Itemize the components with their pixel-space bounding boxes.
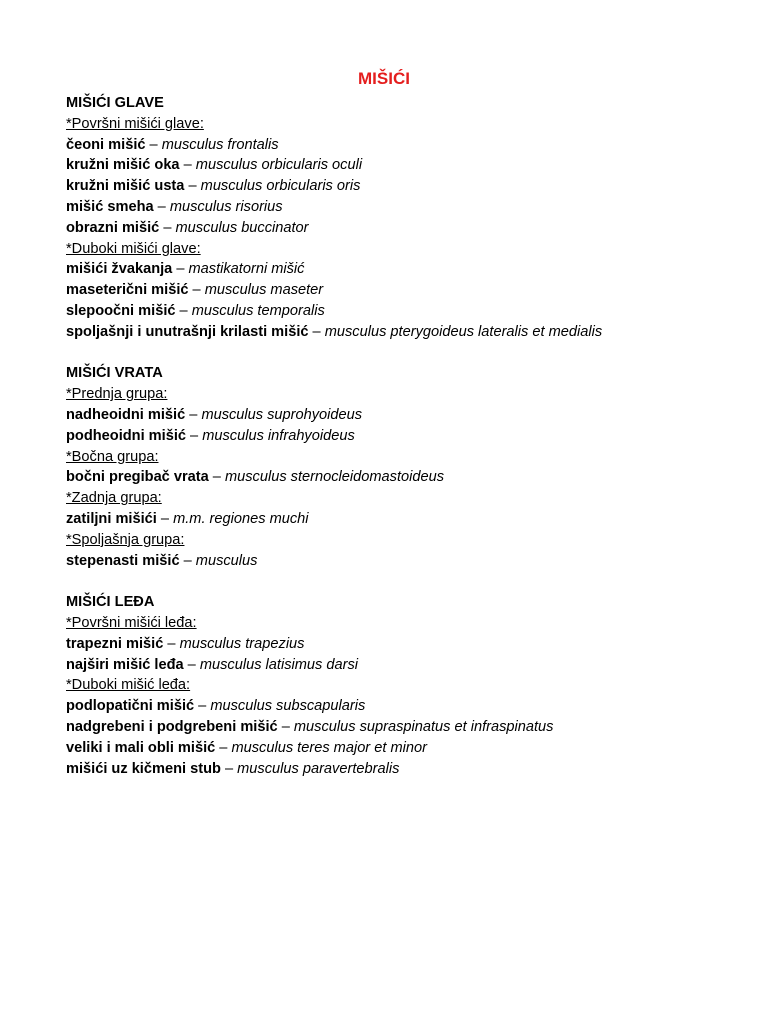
muscle-name: mišići žvakanja [66,261,173,278]
muscle-name: podlopatični mišić [66,698,195,715]
muscle-entry [66,197,756,218]
muscle-name: zatiljni mišići [66,510,157,527]
muscle-entry [66,509,756,530]
latin-name: musculus sternocleidomastoideus [224,469,444,486]
latin-name: musculus trapezius [179,635,305,652]
muscle-name: kružni mišić oka [66,157,180,174]
muscle-entry [66,467,756,488]
latin-name: musculus infrahyoideus [202,427,355,444]
group-row [66,530,756,551]
muscle-name: maseterični mišić [66,282,189,299]
latin-name: musculus orbicularis oculi [195,157,363,174]
latin-name: mastikatorni mišić [188,261,305,278]
muscle-name: najširi mišić leđa [66,656,184,673]
muscle-name: mišić smeha [66,198,154,215]
muscle-entry [66,155,756,176]
dash-separator: – [220,760,238,777]
dash-separator: – [153,198,170,215]
dash-separator: – [145,136,162,153]
group-row [66,488,756,509]
dash-separator: – [159,219,176,236]
group-label: *Spoljašnja grupa: [66,531,185,548]
dash-separator: – [183,656,200,673]
group-row [66,384,756,405]
muscle-entry [66,301,756,322]
muscle-entry [66,551,756,572]
group-row [66,239,756,260]
muscle-entry [66,135,756,156]
dash-separator: – [163,635,180,652]
muscle-entry [66,259,756,280]
latin-name: musculus teres major et minor [231,739,427,756]
muscle-entry [66,696,756,717]
muscle-entry [66,218,756,239]
muscle-name: nadgrebeni i podgrebeni mišić [66,718,278,735]
muscle-entry [66,322,756,343]
latin-name: musculus temporalis [191,302,325,319]
latin-name: musculus suprohyoideus [201,406,363,423]
document-title: MIŠIĆI [358,69,410,88]
muscle-entry [66,426,756,447]
muscle-entry [66,176,756,197]
latin-name: musculus frontalis [161,136,279,153]
group-row [66,613,756,634]
dash-separator: – [172,261,189,278]
latin-name: musculus pterygoideus lateralis et medialis [324,323,603,340]
dash-separator: – [184,178,201,195]
muscle-name: slepoočni mišić [66,302,176,319]
group-label: *Duboki mišić leđa: [66,677,191,694]
muscle-name: bočni pregibač vrata [66,469,209,486]
dash-separator: – [186,427,203,444]
dash-separator: – [185,406,202,423]
latin-name: musculus maseter [204,282,324,299]
muscle-name: čeoni mišić [66,136,146,153]
document-body [66,93,756,779]
latin-name: musculus orbicularis oris [200,178,361,195]
dash-separator: – [277,718,294,735]
dash-separator: – [175,302,192,319]
group-label: *Površni mišići glave: [66,115,204,132]
muscle-entry [66,280,756,301]
section-heading: MIŠIĆI LEĐA [66,594,155,611]
section-spacer [66,343,756,364]
group-row [66,675,756,696]
muscle-name: nadheoidni mišić [66,406,186,423]
section-heading: MIŠIĆI GLAVE [66,95,164,111]
group-label: *Bočna grupa: [66,448,159,465]
group-label: *Površni mišići leđa: [66,614,197,631]
muscle-entry [66,405,756,426]
section-spacer [66,571,756,592]
dash-separator: – [194,698,211,715]
muscle-name: mišići uz kičmeni stub [66,760,221,777]
group-label: *Duboki mišići glave: [66,240,201,257]
dash-separator: – [156,510,174,527]
group-label: *Zadnja grupa: [66,490,162,507]
latin-name: musculus buccinator [175,219,309,236]
muscle-name: spoljašnji i unutrašnji krilasti mišić [66,323,309,340]
latin-name: musculus subscapularis [210,698,366,715]
muscle-entry [66,655,756,676]
latin-name: musculus [195,552,258,569]
latin-name: musculus latisimus darsi [199,656,359,673]
dash-separator: – [179,157,196,174]
dash-separator: – [308,323,325,340]
latin-name: musculus paravertebralis [237,760,400,777]
muscle-name: veliki i mali obli mišić [66,739,216,756]
muscle-entry [66,759,756,780]
muscle-entry [66,634,756,655]
section-heading: MIŠIĆI VRATA [66,365,163,382]
group-row [66,447,756,468]
dash-separator: – [179,552,196,569]
group-row [66,114,756,135]
muscle-name: stepenasti mišić [66,552,180,569]
muscle-name: obrazni mišić [66,219,160,236]
muscle-name: kružni mišić usta [66,178,185,195]
muscle-name: trapezni mišić [66,635,164,652]
muscle-entry [66,738,756,759]
muscle-name: podheoidni mišić [66,427,186,444]
latin-name: musculus supraspinatus et infraspinatus [293,718,554,735]
dash-separator: – [208,469,225,486]
dash-separator: – [188,282,205,299]
group-label: *Prednja grupa: [66,386,168,403]
latin-name: m.m. regiones muchi [173,510,309,527]
muscle-entry [66,717,756,738]
latin-name: musculus risorius [169,198,283,215]
dash-separator: – [215,739,232,756]
